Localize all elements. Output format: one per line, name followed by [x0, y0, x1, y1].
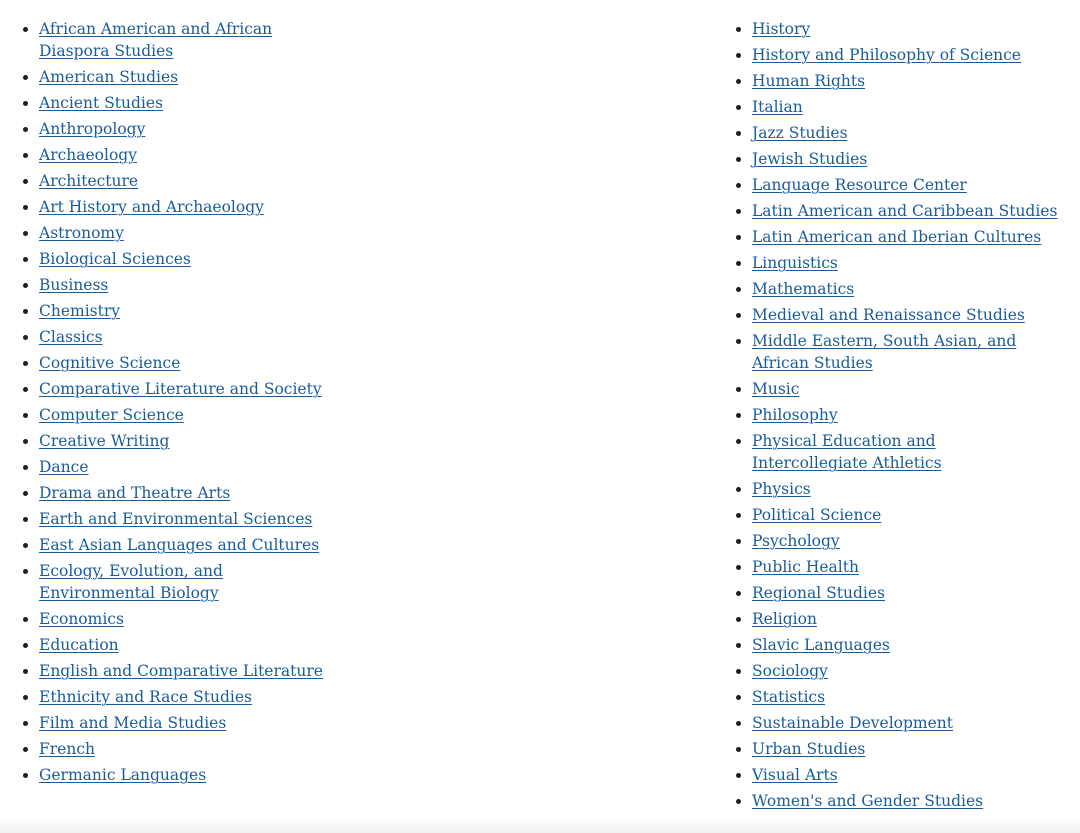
department-list-item: [733, 148, 1073, 170]
department-link-sociology[interactable]: Sociology: [752, 662, 828, 680]
department-link-chemistry[interactable]: Chemistry: [39, 302, 121, 320]
department-list-item: [733, 790, 1073, 812]
department-link-ethnicity-and-race-studies[interactable]: Ethnicity and Race Studies: [39, 688, 252, 706]
department-link-slavic-languages[interactable]: Slavic Languages: [752, 636, 890, 654]
department-link-religion[interactable]: Religion: [752, 610, 817, 628]
department-list-item: [20, 300, 350, 322]
department-link-dance[interactable]: Dance: [39, 458, 89, 476]
department-link-computer-science[interactable]: Computer Science: [39, 406, 184, 424]
department-list-right: [733, 18, 1073, 816]
department-list-item: [733, 738, 1073, 760]
department-link-architecture[interactable]: Architecture: [39, 172, 139, 190]
department-list-item: [20, 508, 350, 530]
department-link-comparative-literature-and-society[interactable]: Comparative Literature and Society: [39, 380, 322, 398]
department-list-item: [733, 582, 1073, 604]
department-link-ecology-evolution-and-environmental-biology[interactable]: Ecology, Evolution, and Environmental Biology: [39, 562, 223, 602]
department-list-item: [20, 712, 350, 734]
department-list-item: [20, 248, 350, 270]
department-link-germanic-languages[interactable]: Germanic Languages: [39, 766, 207, 784]
department-list-item: [20, 608, 350, 630]
department-list-item: [20, 352, 350, 374]
department-list-item: [20, 686, 350, 708]
department-link-american-studies[interactable]: American Studies: [39, 68, 179, 86]
department-list-item: [733, 556, 1073, 578]
department-link-statistics[interactable]: Statistics: [752, 688, 826, 706]
department-list-item: [733, 44, 1073, 66]
department-link-business[interactable]: Business: [39, 276, 109, 294]
department-link-political-science[interactable]: Political Science: [752, 506, 882, 524]
department-link-drama-and-theatre-arts[interactable]: Drama and Theatre Arts: [39, 484, 231, 502]
department-list-item: [20, 482, 350, 504]
department-link-sustainable-development[interactable]: Sustainable Development: [752, 714, 954, 732]
department-list-item: [20, 560, 350, 604]
department-list-item: [733, 330, 1073, 374]
department-list-item: [20, 118, 350, 140]
department-list-item: [20, 378, 350, 400]
department-link-archaeology[interactable]: Archaeology: [39, 146, 137, 164]
department-link-regional-studies[interactable]: Regional Studies: [752, 584, 885, 602]
department-link-urban-studies[interactable]: Urban Studies: [752, 740, 866, 758]
department-link-ancient-studies[interactable]: Ancient Studies: [39, 94, 163, 112]
department-link-history[interactable]: History: [752, 20, 811, 38]
department-list-item: [733, 174, 1073, 196]
department-link-physical-education-and-intercollegiate-athletics[interactable]: Physical Education and Intercollegiate Athletics: [752, 432, 942, 472]
department-link-english-and-comparative-literature[interactable]: English and Comparative Literature: [39, 662, 323, 680]
department-link-medieval-and-renaissance-studies[interactable]: Medieval and Renaissance Studies: [752, 306, 1025, 324]
department-list-item: [20, 764, 350, 786]
department-list-item: [733, 660, 1073, 682]
department-link-french[interactable]: French: [39, 740, 95, 758]
department-list-item: [20, 274, 350, 296]
department-list-item: [733, 686, 1073, 708]
department-list-item: [20, 660, 350, 682]
department-link-language-resource-center[interactable]: Language Resource Center: [752, 176, 967, 194]
department-link-earth-and-environmental-sciences[interactable]: Earth and Environmental Sciences: [39, 510, 313, 528]
department-link-latin-american-and-iberian-cultures[interactable]: Latin American and Iberian Cultures: [752, 228, 1042, 246]
department-list-item: [733, 70, 1073, 92]
department-list-item: [20, 196, 350, 218]
bottom-edge-fade: [0, 819, 1080, 833]
department-list-item: [20, 222, 350, 244]
department-link-jewish-studies[interactable]: Jewish Studies: [752, 150, 868, 168]
department-list-item: [733, 18, 1073, 40]
department-list-item: [733, 226, 1073, 248]
department-link-psychology[interactable]: Psychology: [752, 532, 840, 550]
department-list-item: [733, 504, 1073, 526]
department-list-item: [733, 278, 1073, 300]
department-list-item: [733, 430, 1073, 474]
department-list-item: [20, 18, 350, 62]
department-link-visual-arts[interactable]: Visual Arts: [752, 766, 838, 784]
department-list-item: [733, 530, 1073, 552]
department-list-item: [733, 478, 1073, 500]
department-link-cognitive-science[interactable]: Cognitive Science: [39, 354, 181, 372]
department-link-african-american-and-african-diaspora-studies[interactable]: African American and African Diaspora Studies: [39, 20, 273, 60]
department-link-education[interactable]: Education: [39, 636, 119, 654]
department-list-item: [20, 144, 350, 166]
department-link-art-history-and-archaeology[interactable]: Art History and Archaeology: [39, 198, 264, 216]
department-link-italian[interactable]: Italian: [752, 98, 803, 116]
department-link-public-health[interactable]: Public Health: [752, 558, 859, 576]
department-link-classics[interactable]: Classics: [39, 328, 103, 346]
department-list-item: [20, 634, 350, 656]
department-list-item: [733, 764, 1073, 786]
department-link-middle-eastern-south-asian-and-african-studies[interactable]: Middle Eastern, South Asian, and African Studies: [752, 332, 1017, 372]
department-list-item: [733, 96, 1073, 118]
department-list-item: [20, 170, 350, 192]
department-list-item: [733, 200, 1073, 222]
department-list-item: [733, 304, 1073, 326]
department-link-east-asian-languages-and-cultures[interactable]: East Asian Languages and Cultures: [39, 536, 320, 554]
department-list-item: [733, 122, 1073, 144]
department-link-music[interactable]: Music: [752, 380, 800, 398]
department-link-economics[interactable]: Economics: [39, 610, 124, 628]
department-link-creative-writing[interactable]: Creative Writing: [39, 432, 170, 450]
department-list-item: [20, 534, 350, 556]
department-list-item: [20, 456, 350, 478]
department-link-jazz-studies[interactable]: Jazz Studies: [752, 124, 848, 142]
department-list-item: [733, 634, 1073, 656]
department-link-human-rights[interactable]: Human Rights: [752, 72, 866, 90]
department-link-women-s-and-gender-studies[interactable]: Women's and Gender Studies: [752, 792, 984, 810]
department-link-philosophy[interactable]: Philosophy: [752, 406, 838, 424]
department-link-anthropology[interactable]: Anthropology: [39, 120, 146, 138]
department-link-film-and-media-studies[interactable]: Film and Media Studies: [39, 714, 227, 732]
department-list-item: [733, 712, 1073, 734]
department-list-item: [20, 92, 350, 114]
department-link-latin-american-and-caribbean-studies[interactable]: Latin American and Caribbean Studies: [752, 202, 1058, 220]
department-list-item: [20, 404, 350, 426]
department-link-biological-sciences[interactable]: Biological Sciences: [39, 250, 191, 268]
department-link-mathematics[interactable]: Mathematics: [752, 280, 855, 298]
department-list-item: [733, 378, 1073, 400]
department-list-item: [733, 404, 1073, 426]
department-list-item: [733, 608, 1073, 630]
department-link-linguistics[interactable]: Linguistics: [752, 254, 838, 272]
department-link-physics[interactable]: Physics: [752, 480, 811, 498]
department-list-left: [20, 18, 350, 790]
department-list-item: [20, 66, 350, 88]
department-list-item: [733, 252, 1073, 274]
department-link-history-and-philosophy-of-science[interactable]: History and Philosophy of Science: [752, 46, 1021, 64]
department-list-item: [20, 738, 350, 760]
department-link-astronomy[interactable]: Astronomy: [39, 224, 124, 242]
department-list-item: [20, 430, 350, 452]
department-list-item: [20, 326, 350, 348]
